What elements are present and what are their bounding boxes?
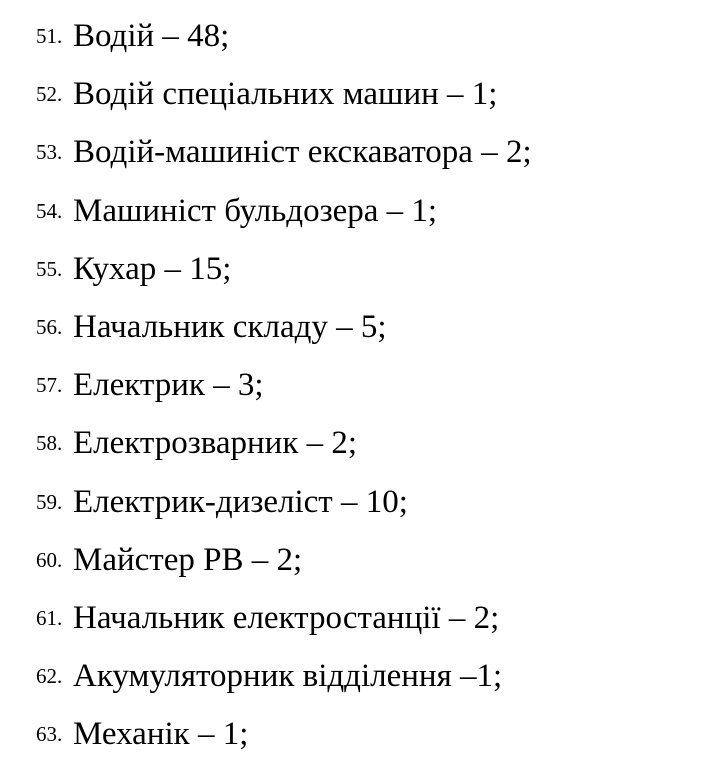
item-text: Електрик – 3;	[73, 367, 264, 404]
item-text: Машиніст бульдозера – 1;	[73, 192, 438, 229]
list-item	[36, 482, 532, 540]
staff-list	[36, 16, 532, 772]
list-item	[36, 132, 532, 190]
item-number: 57.	[36, 373, 63, 398]
item-number: 52.	[36, 82, 63, 107]
item-number: 61.	[36, 605, 63, 630]
list-item	[36, 598, 532, 656]
list-item	[36, 307, 532, 365]
item-text: Водій спеціальних машин – 1;	[73, 76, 498, 113]
item-number: 51.	[36, 24, 63, 48]
item-number: 54.	[36, 198, 63, 223]
item-number: 62.	[36, 664, 63, 689]
item-text: Водій-машиніст екскаватора – 2;	[73, 134, 532, 171]
item-text: Начальник електростанції – 2;	[73, 599, 500, 636]
item-number: 60.	[36, 547, 63, 572]
list-item	[36, 540, 532, 598]
item-number: 59.	[36, 489, 63, 514]
item-number: 55.	[36, 256, 63, 281]
item-number: 63.	[36, 722, 63, 747]
list-item	[36, 365, 532, 423]
item-text: Акумуляторник відділення –1;	[73, 658, 503, 695]
list-item	[36, 191, 532, 249]
list-item	[36, 249, 532, 307]
item-number: 53.	[36, 140, 63, 165]
list-item	[36, 656, 532, 714]
list-item	[36, 714, 532, 772]
list-item	[36, 423, 532, 481]
item-text: Механік – 1;	[73, 716, 249, 753]
item-text: Майстер РВ – 2;	[73, 541, 303, 578]
item-text: Електрозварник – 2;	[73, 425, 358, 462]
item-number: 56.	[36, 314, 63, 339]
item-text: Електрик-дизеліст – 10;	[73, 483, 408, 520]
list-item	[36, 16, 532, 74]
item-number: 58.	[36, 431, 63, 456]
item-text: Водій – 48;	[73, 18, 230, 54]
item-text: Начальник складу – 5;	[73, 308, 387, 345]
list-item	[36, 74, 532, 132]
item-text: Кухар – 15;	[73, 250, 232, 287]
